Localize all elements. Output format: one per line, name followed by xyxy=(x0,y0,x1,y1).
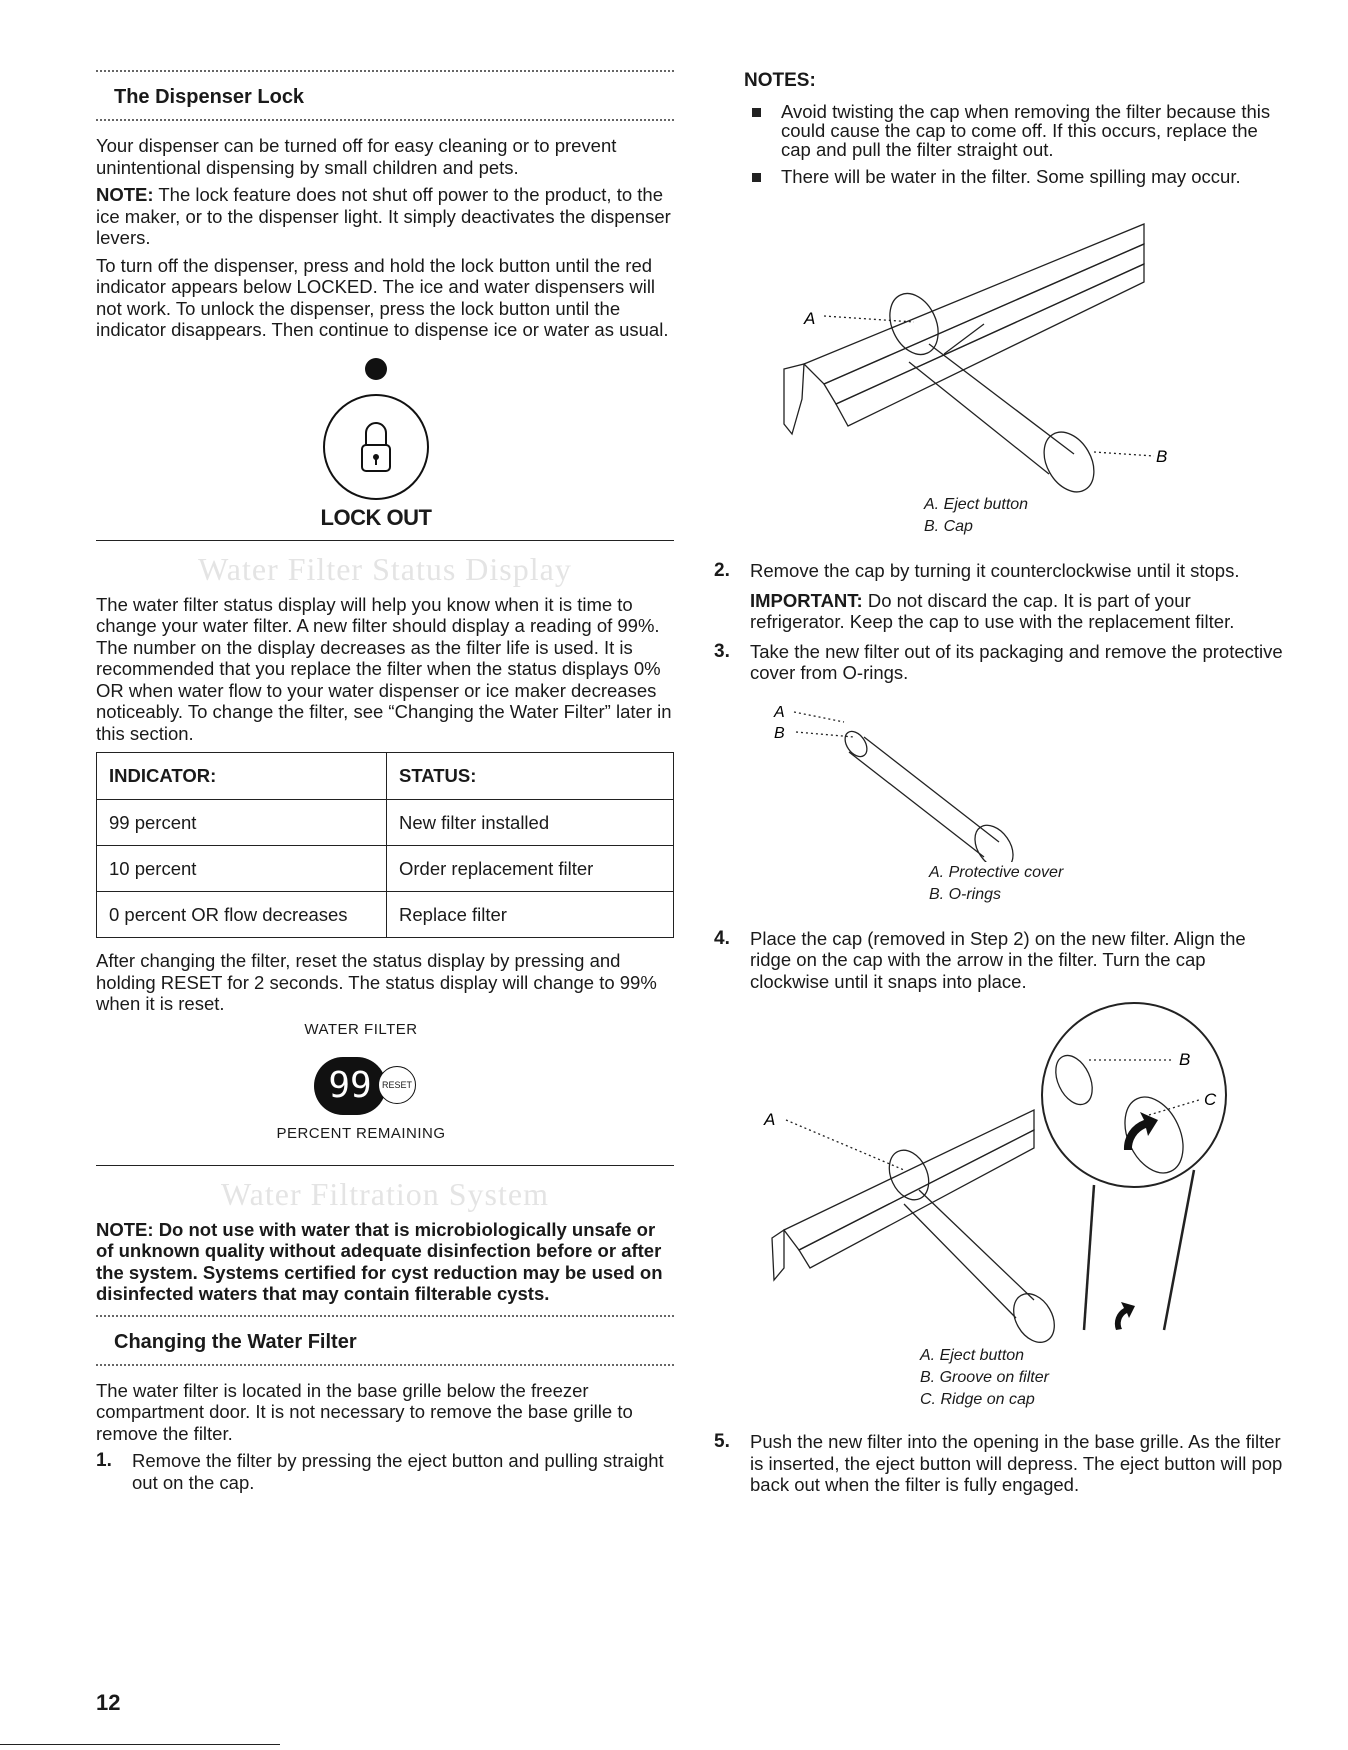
step-4 xyxy=(714,928,1284,993)
figure-new-filter xyxy=(744,692,1284,862)
water-filter-display xyxy=(96,1021,674,1151)
dispenser-lock-intro: Your dispenser can be turned off for easy cleaning or to prevent unintentional dispensing by small children and pets. xyxy=(96,135,617,178)
important-text: Do not discard the cap. It is part of your refrigerator. Keep the cap to use with the replacement filter. xyxy=(750,589,1235,632)
step-3 xyxy=(714,641,1284,684)
new-filter-illustration xyxy=(744,692,1284,862)
note-label: NOTE: xyxy=(96,184,154,205)
left-column xyxy=(96,70,674,1501)
status-table xyxy=(96,752,674,938)
reset-button: RESET xyxy=(378,1066,416,1104)
note-text: Avoid twisting the cap when removing the filter because this could cause the cap to come off. If this occurs, replace the cap and pull the filter straight out. xyxy=(781,101,1271,160)
important-note xyxy=(750,590,1284,633)
dispenser-lock-heading: The Dispenser Lock xyxy=(114,86,305,108)
step-5 xyxy=(714,1431,1284,1496)
notes-heading: NOTES: xyxy=(744,70,816,91)
bullet-icon xyxy=(752,108,761,117)
table-cell: 10 percent xyxy=(97,846,387,892)
step-text: Remove the filter by pressing the eject button and pulling straight out on the cap. xyxy=(132,1450,664,1493)
filter-status-intro: The water filter status display will help you know when it is time to change your water filter. A new filter should display a reading of 99%. The number on the display decreases as the filter life is used. It is recommended that you replace the filter when the status displays 0% OR when water flow to your water dispenser or ice maker decreases noticeably. To change the filter, see “Changing the Water Filter” later in this section. xyxy=(96,593,672,744)
note-text: There will be water in the filter. Some spilling may occur. xyxy=(781,166,1241,187)
table-cell: New filter installed xyxy=(387,800,674,846)
step-number: 5. xyxy=(714,1431,730,1452)
lock-icon xyxy=(96,357,674,507)
fig-label-c: C xyxy=(1204,1090,1217,1109)
figure-caption xyxy=(924,494,1284,538)
reset-instructions: After changing the filter, reset the status display by pressing and holding RESET for 2 seconds. The status display will change to 99% when it is reset. xyxy=(96,950,657,1014)
footer-rule xyxy=(0,1744,280,1745)
fig-label-b: B xyxy=(1156,447,1168,466)
table-cell: 99 percent xyxy=(97,800,387,846)
caption-b: B. O-rings xyxy=(929,885,1002,903)
filtration-note: NOTE: Do not use with water that is microbiologically unsafe or of unknown quality without adequate disinfection before or after the system. Systems certified for cyst reduction may be used on disinfected waters that may contain filterable cysts. xyxy=(96,1218,663,1304)
figure-caption xyxy=(929,862,1284,906)
caption-a: A. Eject button xyxy=(924,496,1029,513)
display-bottom-label: PERCENT REMAINING xyxy=(276,1124,446,1142)
note-text: The lock feature does not shut off power to the product, to the ice maker, or to the dispenser light. It simply deactivates the dispenser levers. xyxy=(96,184,671,248)
table-cell: 0 percent OR flow decreases xyxy=(97,892,387,938)
step-text: Take the new filter out of its packaging and remove the protective cover from O-rings. xyxy=(750,640,1283,683)
fig-label-b: B xyxy=(774,724,785,742)
note-item xyxy=(744,167,1284,186)
caption-a: A. Eject button xyxy=(920,1347,1025,1364)
step-number: 2. xyxy=(714,560,730,581)
right-column xyxy=(714,70,1284,1504)
fig-label-a: A xyxy=(764,1110,776,1129)
figure-eject-filter xyxy=(744,194,1284,494)
indicator-header: INDICATOR: xyxy=(97,753,387,800)
step-text: Place the cap (removed in Step 2) on the new filter. Align the ridge on the cap with the arrow in the filter. Turn the cap clockwise until it snaps into place. xyxy=(750,927,1246,992)
step-1 xyxy=(96,1450,674,1493)
filter-status-title: Water Filter Status Display xyxy=(198,550,572,587)
caption-c: C. Ridge on cap xyxy=(920,1391,1035,1408)
table-row xyxy=(97,846,674,892)
caption-a: A. Protective cover xyxy=(929,863,1064,881)
figure-caption xyxy=(920,1345,1284,1411)
lock-out-graphic xyxy=(96,357,674,532)
section-divider xyxy=(96,540,674,541)
dotted-divider xyxy=(96,1364,674,1366)
table-row xyxy=(97,892,674,938)
section-divider xyxy=(96,1165,674,1166)
dotted-divider xyxy=(96,119,674,121)
changing-filter-intro: The water filter is located in the base grille below the freezer compartment door. It is not necessary to remove the base grille to remove the filter. xyxy=(96,1379,633,1444)
changing-filter-heading: Changing the Water Filter xyxy=(114,1330,357,1353)
step-number: 4. xyxy=(714,927,730,949)
page-number: 12 xyxy=(96,1690,121,1715)
filter-eject-illustration xyxy=(744,194,1284,494)
status-header: STATUS: xyxy=(387,753,674,800)
table-cell: Order replacement filter xyxy=(387,846,674,892)
table-row xyxy=(97,800,674,846)
step-number: 1. xyxy=(96,1450,112,1471)
step-text-wrap xyxy=(750,560,1284,633)
important-label: IMPORTANT: xyxy=(750,589,863,611)
table-header-row xyxy=(97,753,674,800)
display-badge: 99 xyxy=(314,1057,386,1115)
figure-cap-alignment xyxy=(744,1000,1284,1345)
lock-out-label: LOCK OUT xyxy=(320,504,432,530)
fig-label-a: A xyxy=(774,703,785,721)
note-item xyxy=(744,102,1284,159)
step-text: Remove the cap by turning it counterclockwise until it stops. xyxy=(750,560,1240,581)
bullet-icon xyxy=(752,173,761,182)
fig-label-b: B xyxy=(1179,1050,1191,1069)
fig-label-a: A xyxy=(804,309,816,328)
dispenser-lock-note xyxy=(96,184,674,249)
caption-b: B. Groove on filter xyxy=(920,1369,1049,1386)
step-text: Push the new filter into the opening in the base grille. As the filter is inserted, the eject button will depress. The eject button will pop back out when the filter is fully engaged. xyxy=(750,1431,1283,1495)
cap-alignment-illustration xyxy=(744,1000,1284,1345)
display-top-label: WATER FILTER xyxy=(304,1020,418,1038)
step-2 xyxy=(714,560,1284,633)
dispenser-lock-instructions: To turn off the dispenser, press and hold the lock button until the red indicator appears below LOCKED. The ice and water dispensers will not work. To unlock the dispenser, press the lock button until the indicator disappears. Then continue to dispense ice or water as usual. xyxy=(96,254,669,340)
table-cell: Replace filter xyxy=(387,892,674,938)
filtration-title: Water Filtration System xyxy=(221,1175,549,1212)
caption-b: B. Cap xyxy=(924,518,973,535)
step-number: 3. xyxy=(714,640,730,662)
